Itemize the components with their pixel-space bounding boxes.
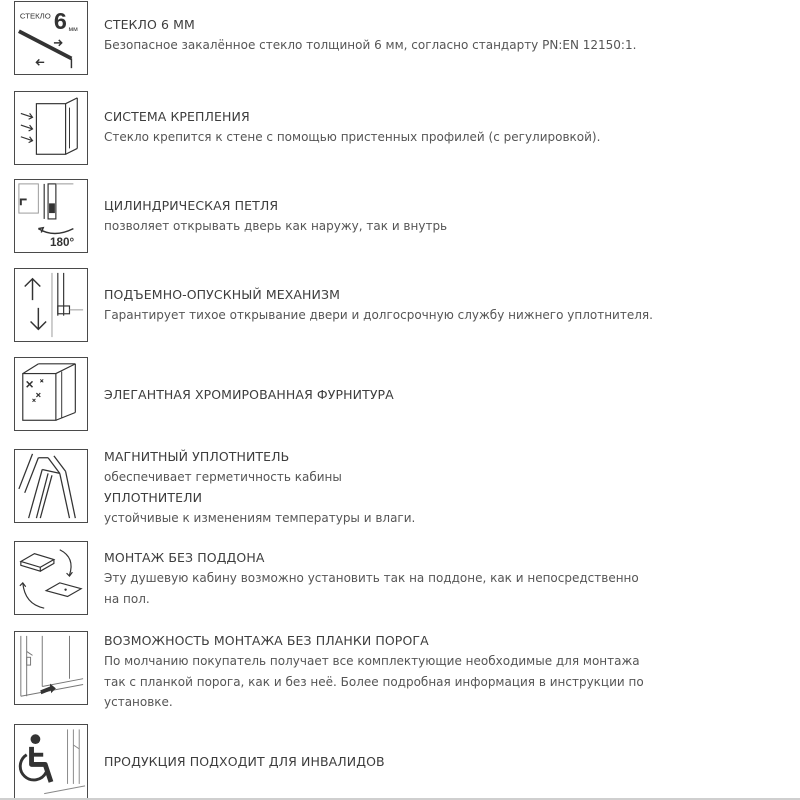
feature-title: МАГНИТНЫЙ УПЛОТНИТЕЛЬ — [104, 449, 290, 464]
feature-title-secondary: УПЛОТНИТЕЛИ — [104, 489, 203, 505]
cylinder-hinge-icon — [14, 179, 88, 253]
feature-title: ЭЛЕГАНТНАЯ ХРОМИРОВАННАЯ ФУРНИТУРА — [104, 387, 394, 402]
feature-title: ВОЗМОЖНОСТЬ МОНТАЖА БЕЗ ПЛАНКИ ПОРОГА — [104, 633, 429, 648]
feature-desc: обеспечивает герметичность кабины — [104, 470, 342, 484]
feature-title: СИСТЕМА КРЕПЛЕНИЯ — [104, 109, 250, 124]
icon-hinge-angle: 180° — [50, 236, 75, 250]
lift-mechanism-icon — [14, 268, 88, 342]
feature-desc: позволяет открывать дверь как наружу, так и внутрь — [104, 219, 448, 233]
no-threshold-icon — [14, 631, 88, 705]
feature-desc: Безопасное закалённое стекло толщиной 6 мм, согласно стандарту PN:EN 12150:1. — [104, 38, 637, 52]
accessibility-icon — [14, 724, 88, 800]
mounting-system-icon — [14, 91, 88, 165]
feature-desc: Стекло крепится к стене с помощью пристенных профилей (с регулировкой). — [104, 130, 601, 144]
no-tray-mount-icon — [14, 541, 88, 615]
magnetic-seal-icon — [14, 449, 88, 523]
feature-desc: Гарантирует тихое открывание двери и долгосрочную службу нижнего уплотнителя. — [104, 308, 653, 322]
icon-glass-label: СТЕКЛО — [19, 11, 51, 21]
feature-title: ПОДЪЕМНО-ОПУСКНЫЙ МЕХАНИЗМ — [104, 287, 340, 302]
feature-title: МОНТАЖ БЕЗ ПОДДОНА — [104, 550, 265, 565]
feature-title: ЦИЛИНДРИЧЕСКАЯ ПЕТЛЯ — [104, 198, 279, 213]
icon-glass-unit: мм — [68, 26, 78, 34]
feature-title: ПРОДУКЦИЯ ПОДХОДИТ ДЛЯ ИНВАЛИДОВ — [104, 754, 385, 769]
feature-desc: Эту душевую кабину возможно установить так на поддоне, как и непосредственно на пол. — [104, 571, 639, 606]
feature-title: СТЕКЛО 6 ММ — [104, 17, 195, 32]
feature-desc-secondary: устойчивые к изменениям температуры и влаги. — [104, 510, 416, 525]
chrome-fittings-icon — [14, 357, 88, 431]
feature-desc: По молчанию покупатель получает все комплектующие необходимые для монтажа так с планкой порога, как и без неё. Более подробная информация в инструкции по установке. — [104, 654, 644, 709]
glass-thickness-icon — [14, 1, 88, 75]
icon-glass-number: 6 — [53, 8, 67, 35]
